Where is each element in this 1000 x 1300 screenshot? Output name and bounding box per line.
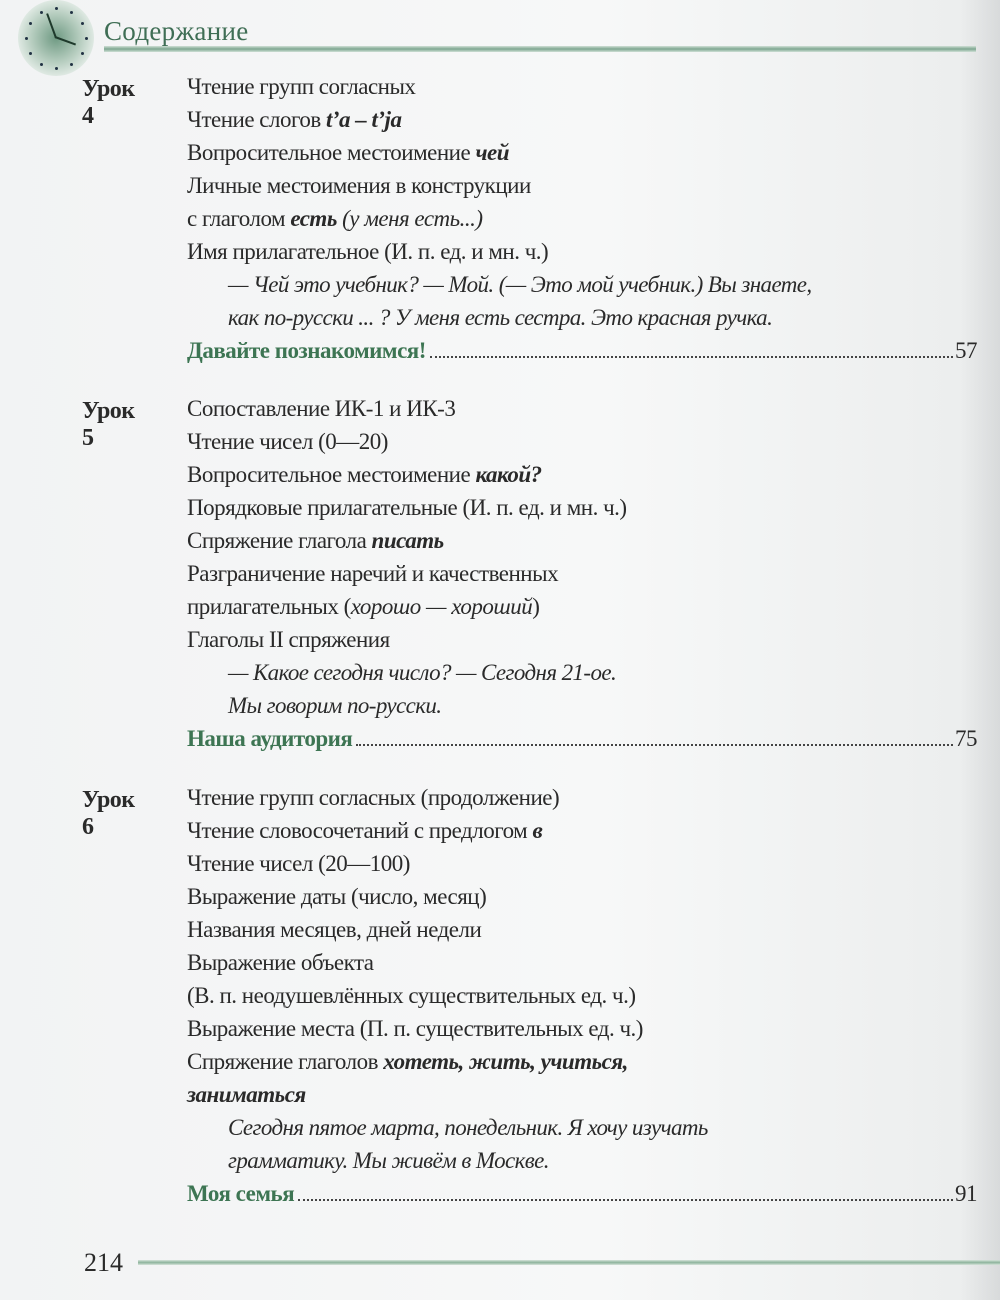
topic-line: [187, 1012, 643, 1045]
topic-line: [187, 524, 444, 557]
toc-entry-title[interactable]: Моя семья: [187, 1181, 295, 1206]
toc-entry-page: 57: [955, 338, 977, 363]
text-segment: как по-русски ... ? У меня есть сестра. Это красная ручка.: [228, 305, 773, 330]
text-segment: чей: [475, 140, 510, 165]
lesson-label: Урок 5: [82, 398, 135, 451]
clock-tick: [70, 11, 73, 14]
clock-tick: [81, 22, 84, 25]
topic-line: [187, 979, 636, 1012]
dot-leader: [356, 744, 953, 746]
example-line: [228, 301, 772, 334]
toc-entry[interactable]: [187, 722, 977, 755]
dot-leader: [298, 1199, 953, 1201]
text-segment: прилагательных (: [187, 594, 351, 619]
header-divider: [104, 46, 976, 52]
clock-hand: [55, 36, 76, 45]
clock-tick: [29, 52, 32, 55]
text-segment: Мы говорим по-русски.: [228, 693, 442, 718]
toc-entry-title[interactable]: Давайте познакомимся!: [187, 338, 426, 363]
text-segment: хорошо — хороший: [350, 594, 533, 619]
toc-entry[interactable]: [187, 1177, 977, 1210]
text-segment: Чтение чисел (0—20): [187, 429, 388, 454]
topic-line: [187, 235, 548, 268]
clock-tick: [85, 37, 88, 40]
topic-line: [187, 458, 542, 491]
toc-entry-page: 75: [955, 726, 977, 751]
text-segment: Спряжение глагола: [187, 528, 372, 553]
text-segment: заниматься: [187, 1082, 306, 1107]
footer-divider: [138, 1260, 1000, 1265]
text-segment: Сопоставление ИК-1 и ИК-3: [187, 396, 456, 421]
text-segment: Личные местоимения в конструкции: [187, 173, 531, 198]
text-segment: Названия месяцев, дней недели: [187, 917, 482, 942]
text-segment: Чтение словосочетаний с предлогом: [187, 818, 533, 843]
example-line: [228, 689, 441, 722]
lesson-label: Урок 6: [82, 787, 135, 840]
topic-line: [187, 1045, 628, 1078]
text-segment: Сегодня пятое марта, понедельник. Я хочу изучать: [228, 1115, 708, 1140]
text-segment: Спряжение глаголов: [187, 1049, 384, 1074]
topic-line: [187, 103, 401, 136]
clock-icon: [18, 0, 94, 76]
text-segment: Чтение групп согласных: [187, 74, 416, 99]
text-segment: (В. п. неодушевлённых существительных ед. ч.): [187, 983, 636, 1008]
text-segment: Глаголы II спряжения: [187, 627, 390, 652]
topic-line: [187, 70, 415, 103]
page-number: 214: [84, 1248, 123, 1277]
topic-line: [187, 392, 455, 425]
topic-line: [187, 781, 559, 814]
text-segment: какой?: [475, 462, 542, 487]
example-line: [228, 1144, 549, 1177]
clock-hand: [46, 13, 57, 38]
topic-line: [187, 913, 481, 946]
text-segment: хотеть, жить, учиться,: [383, 1049, 628, 1074]
text-segment: ): [532, 594, 540, 619]
topic-line: [187, 590, 539, 623]
clock-tick: [81, 52, 84, 55]
text-segment: Имя прилагательное (И. п. ед. и мн. ч.): [187, 239, 549, 264]
topic-line: [187, 425, 388, 458]
clock-tick: [25, 37, 28, 40]
topic-line: [187, 847, 410, 880]
topic-line: [187, 946, 374, 979]
text-segment: — Какое сегодня число? — Сегодня 21-ое.: [228, 660, 617, 685]
text-segment: Выражение даты (число, месяц): [187, 884, 487, 909]
text-segment: в: [532, 818, 543, 843]
text-segment: с глаголом: [187, 206, 291, 231]
text-segment: Чтение групп согласных (продолжение): [187, 785, 560, 810]
topic-line: [187, 623, 390, 656]
clock-tick: [70, 63, 73, 66]
text-segment: Разграничение наречий и качественных: [187, 561, 559, 586]
topic-line: [187, 880, 486, 913]
text-segment: (у меня есть...): [336, 206, 483, 231]
topic-line: [187, 491, 627, 524]
topic-line: [187, 557, 558, 590]
text-segment: Вопросительное местоимение: [187, 462, 476, 487]
topic-line: [187, 202, 483, 235]
text-segment: грамматику. Мы живём в Москве.: [228, 1148, 549, 1173]
example-line: [228, 1111, 708, 1144]
text-segment: писать: [371, 528, 444, 553]
clock-tick: [55, 67, 58, 70]
text-segment: t’a – t’ja: [325, 107, 402, 132]
text-segment: Вопросительное местоимение: [187, 140, 476, 165]
text-segment: Порядковые прилагательные (И. п. ед. и мн. ч.): [187, 495, 627, 520]
text-segment: Выражение места (П. п. существительных ед. ч.): [187, 1016, 643, 1041]
toc-entry-title[interactable]: Наша аудитория: [187, 726, 353, 751]
example-line: [228, 268, 812, 301]
toc-entry[interactable]: [187, 334, 977, 367]
text-segment: Чтение чисел (20—100): [187, 851, 410, 876]
text-segment: Выражение объекта: [187, 950, 374, 975]
text-segment: — Чей это учебник? — Мой. (— Это мой учебник.) Вы знаете,: [228, 272, 812, 297]
clock-tick: [29, 22, 32, 25]
toc-entry-page: 91: [955, 1181, 977, 1206]
text-segment: есть: [290, 206, 337, 231]
clock-tick: [40, 11, 43, 14]
dot-leader: [430, 356, 953, 358]
text-segment: Чтение слогов: [187, 107, 326, 132]
lesson-label: Урок 4: [82, 76, 135, 129]
example-line: [228, 656, 616, 689]
topic-line: [187, 169, 531, 202]
topic-line: [187, 1078, 306, 1111]
topic-line: [187, 814, 542, 847]
clock-tick: [40, 63, 43, 66]
topic-line: [187, 136, 509, 169]
clock-tick: [55, 7, 58, 10]
page-header-title: Содержание: [104, 16, 249, 46]
